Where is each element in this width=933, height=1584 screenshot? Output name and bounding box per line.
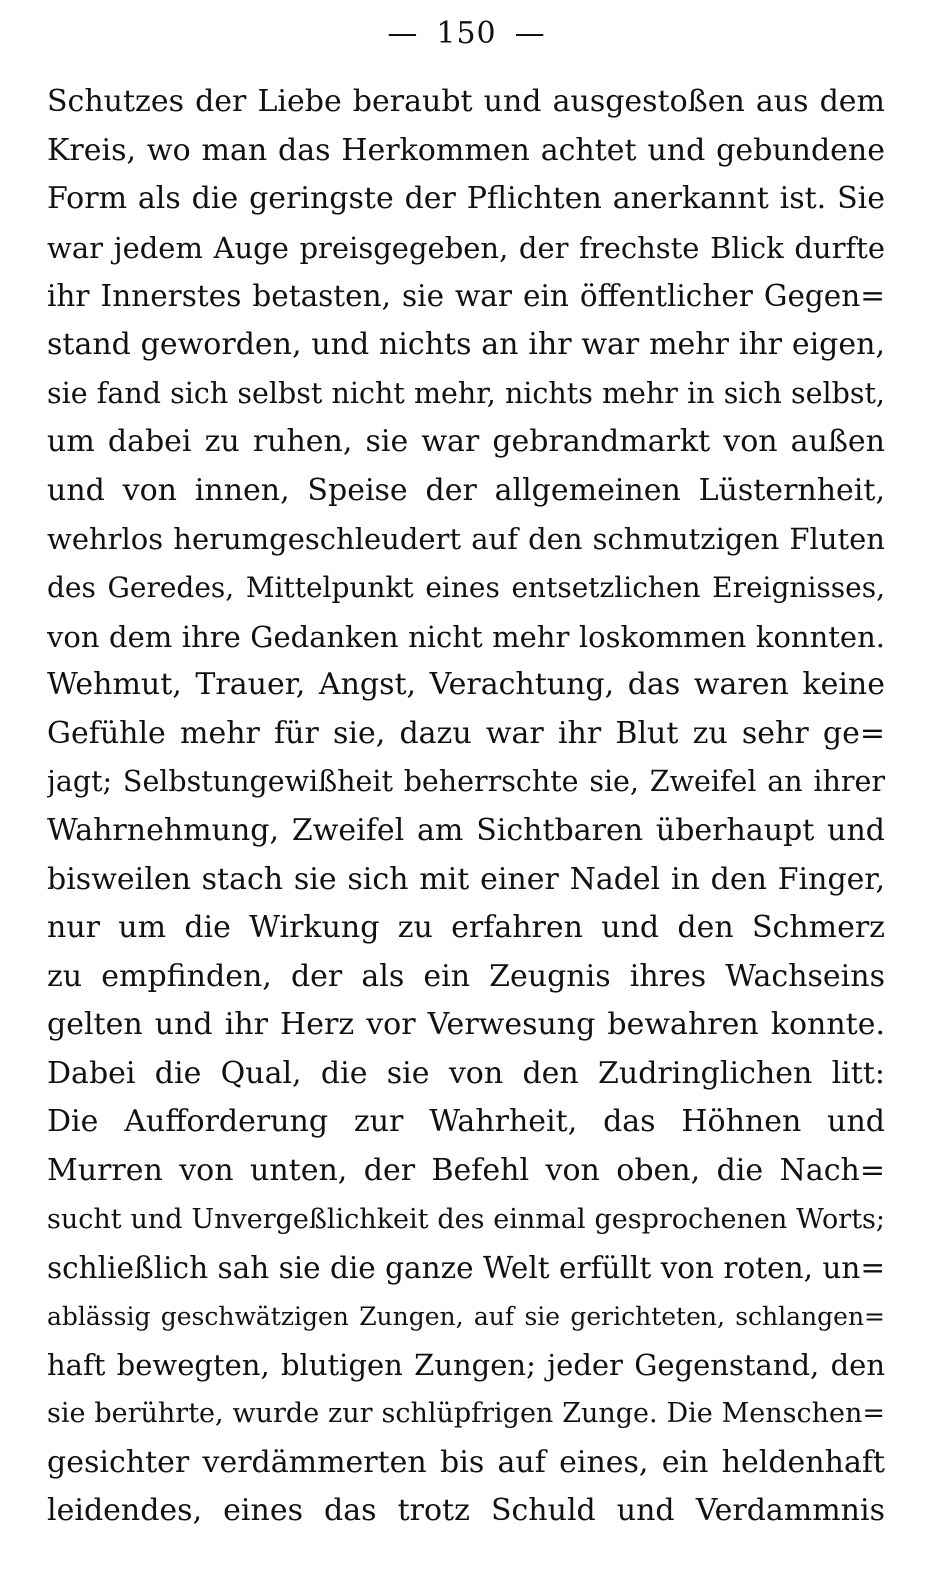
text-line: um dabei zu ruhen, sie war gebrandmarkt von außen [47,424,885,460]
text-line: Wahrnehmung, Zweifel am Sichtbaren überhaupt und [47,812,885,848]
header-dash-left: — [387,16,419,51]
text-line: Die Aufforderung zur Wahrheit, das Höhnen und [47,1104,885,1140]
page-number: 150 [436,16,497,51]
text-line: ablässig geschwätzigen Zungen, auf sie gerichteten, schlangen= [47,1301,885,1331]
text-line: haft bewegten, blutigen Zungen; jeder Gegenstand, den [47,1348,885,1383]
text-line: jagt; Selbstungewißheit beherrschte sie, Zweifel an ihrer [47,765,885,799]
text-line: gesichter verdämmerten bis auf eines, ein heldenhaft [47,1444,885,1480]
text-line: sie fand sich selbst nicht mehr, nichts mehr in sich selbst, [47,376,885,410]
text-line: stand geworden, und nichts an ihr war mehr ihr eigen, [47,326,885,362]
text-line: Gefühle mehr für sie, dazu war ihr Blut zu sehr ge= [47,715,885,751]
text-line: leidendes, eines das trotz Schuld und Verdammnis [47,1493,885,1529]
text-line: Wehmut, Trauer, Angst, Verachtung, das waren keine [47,667,885,703]
text-line: ihr Innerstes betasten, sie war ein öffentlicher Gegen= [47,279,885,314]
page-header [0,14,933,54]
text-line: war jedem Auge preisgegeben, der frechste Blick durfte [47,230,885,265]
text-line: nur um die Wirkung zu erfahren und den Schmerz [47,910,885,946]
text-line: von dem ihre Gedanken nicht mehr loskommen konnten. [47,619,885,654]
text-line: gelten und ihr Herz vor Verwesung bewahren konnte. [47,1007,885,1043]
body-text [47,78,885,1536]
text-line: und von innen, Speise der allgemeinen Lüsternheit, [47,472,885,508]
text-line: zu empfinden, der als ein Zeugnis ihres Wachseins [47,958,885,994]
text-line: wehrlos herumgeschleudert auf den schmutzigen Fluten [47,522,885,557]
text-line: Form als die geringste der Pflichten anerkannt ist. Sie [47,181,885,217]
text-line: Kreis, wo man das Herkommen achtet und gebundene [47,132,885,168]
text-line: Schutzes der Liebe beraubt und ausgestoßen aus dem [47,84,885,119]
text-line: des Geredes, Mittelpunkt eines entsetzlichen Ereignisses, [47,570,885,604]
text-line: bisweilen stach sie sich mit einer Nadel in den Finger, [47,861,885,897]
text-line: sucht und Unvergeßlichkeit des einmal gesprochenen Worts; [47,1203,885,1235]
text-line: sie berührte, wurde zur schlüpfrigen Zunge. Die Menschen= [47,1398,885,1430]
header-dash-right: — [514,16,546,51]
text-line: Dabei die Qual, die sie von den Zudringlichen litt: [47,1055,885,1091]
text-line: schließlich sah sie die ganze Welt erfüllt von roten, un= [47,1251,885,1286]
text-line: Murren von unten, der Befehl von oben, die Nach= [47,1153,885,1189]
